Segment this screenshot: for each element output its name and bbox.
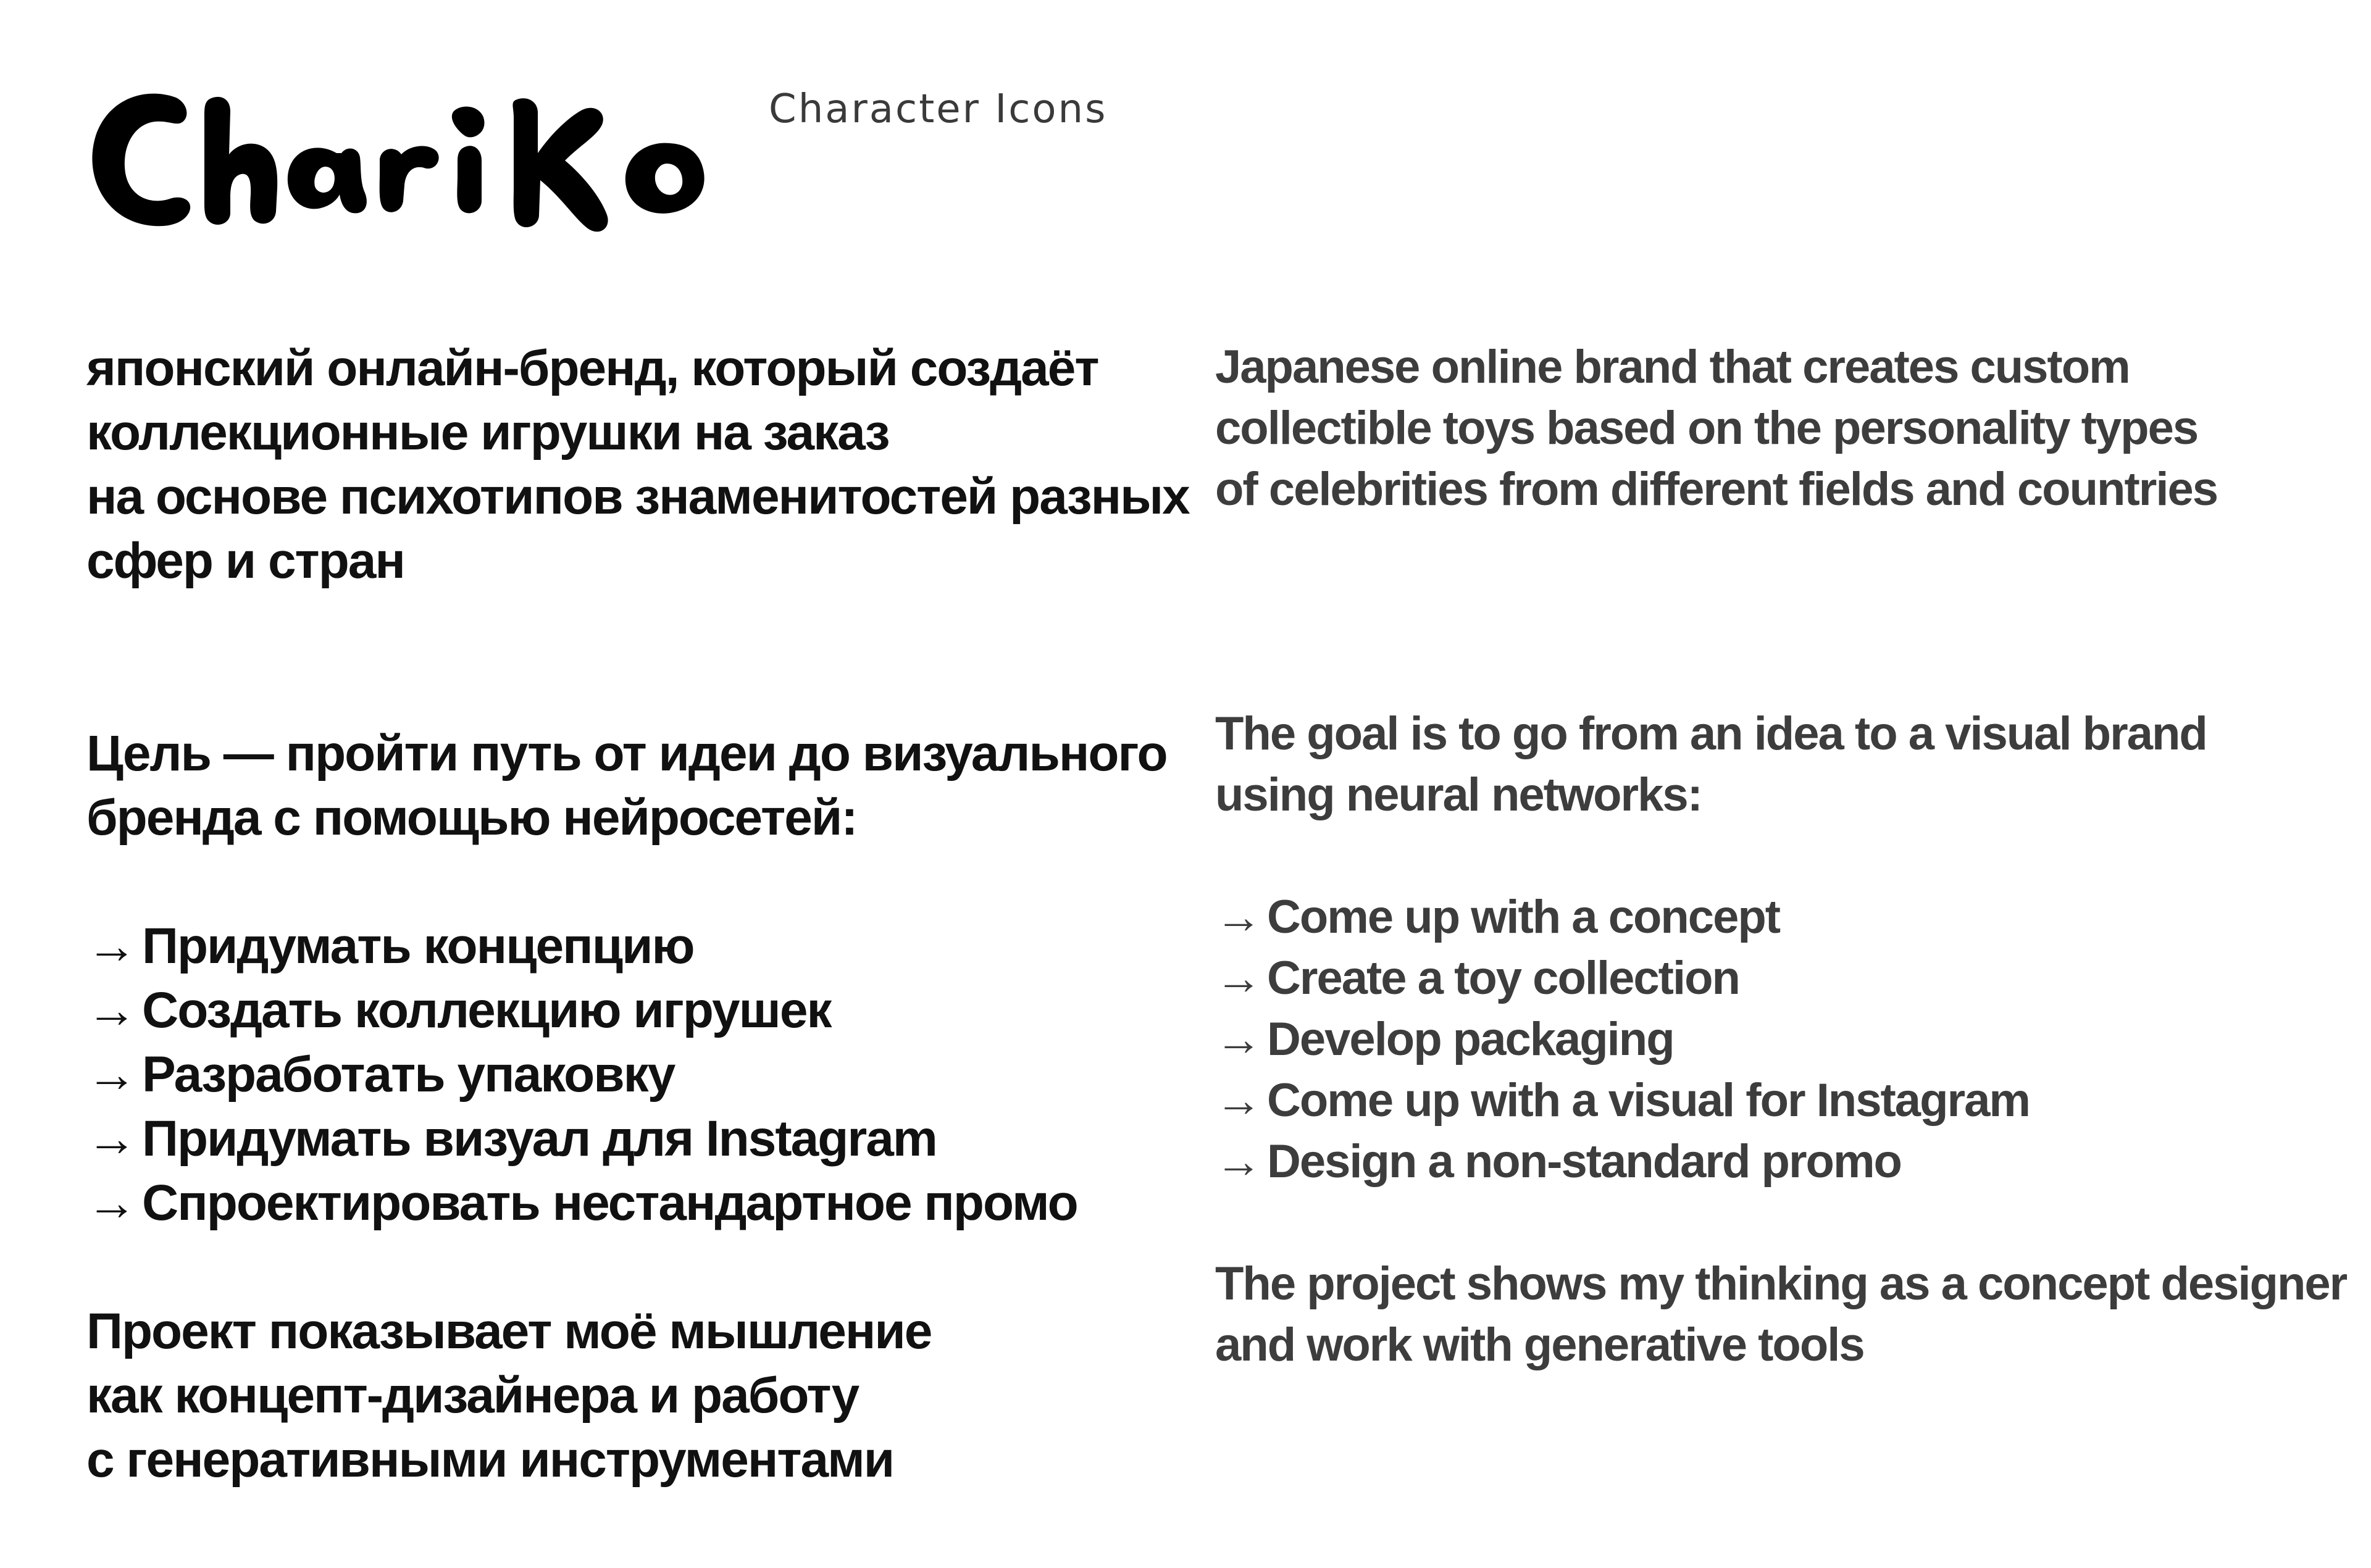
ru-bullet-list — [86, 914, 1210, 1235]
ru-bullet-text: Придумать визуал для Instagram — [142, 1111, 937, 1167]
en-bullet-text: Come up with a concept — [1267, 891, 1780, 943]
arrow-right-icon: → — [1215, 891, 1261, 943]
arrow-right-icon: → — [86, 1175, 136, 1231]
arrow-right-icon: → — [86, 982, 136, 1038]
en-outro-line: The project shows my thinking as a concept designer — [1215, 1257, 2347, 1310]
en-bullet-text: Design a non-standard promo — [1267, 1135, 1901, 1188]
logo-text: Chariko — [83, 234, 89, 235]
arrow-right-icon: → — [86, 1111, 136, 1167]
arrow-right-icon: → — [86, 1046, 136, 1103]
en-intro-line: of celebrities from different fields and countries — [1215, 463, 2217, 515]
en-goal-line: using neural networks: — [1215, 769, 1702, 821]
list-item — [86, 1107, 1210, 1171]
en-intro-line: Japanese online brand that creates custom — [1215, 341, 2130, 393]
en-bullet-text: Create a toy collection — [1267, 952, 1739, 1004]
header — [83, 74, 1133, 247]
ru-goal — [86, 722, 1210, 850]
arrow-right-icon: → — [1215, 1135, 1261, 1188]
en-bullet-text: Come up with a visual for Instagram — [1267, 1074, 2030, 1127]
en-outro-line: and work with generative tools — [1215, 1319, 1864, 1371]
en-bullet-text: Develop packaging — [1267, 1013, 1674, 1065]
en-bullet-list — [1215, 886, 2351, 1192]
list-item — [1215, 1131, 2351, 1192]
english-column — [1215, 336, 2351, 1375]
arrow-right-icon: → — [1215, 1074, 1261, 1127]
list-item — [86, 1171, 1210, 1235]
list-item — [86, 978, 1210, 1043]
list-item — [86, 914, 1210, 978]
russian-column — [86, 336, 1210, 1492]
ru-intro — [86, 336, 1210, 593]
ru-outro-line: Проект показывает моё мышление — [86, 1303, 932, 1359]
ru-outro-line: с генеративными инструментами — [86, 1432, 894, 1488]
list-item — [1215, 886, 2351, 948]
ru-goal-line: бренда с помощью нейросетей: — [86, 790, 857, 846]
ru-intro-line: японский онлайн-бренд, который создаёт — [86, 340, 1098, 396]
list-item — [1215, 1009, 2351, 1070]
header-subtitle: Character Icons — [769, 86, 1108, 132]
list-item — [1215, 948, 2351, 1009]
en-goal-line: The goal is to go from an idea to a visual brand — [1215, 707, 2207, 760]
ru-goal-line: Цель — пройти путь от идеи до визуального — [86, 725, 1167, 782]
en-intro — [1215, 336, 2351, 520]
ru-intro-line: сфер и стран — [86, 533, 404, 589]
ru-outro — [86, 1299, 1210, 1492]
ru-intro-line: на основе психотипов знаменитостей разных — [86, 469, 1189, 525]
ru-bullet-text: Создать коллекцию игрушек — [142, 982, 831, 1038]
arrow-right-icon: → — [86, 918, 136, 974]
en-outro — [1215, 1253, 2351, 1375]
ru-bullet-text: Придумать концепцию — [142, 918, 694, 974]
arrow-right-icon: → — [1215, 1013, 1261, 1065]
list-item — [1215, 1070, 2351, 1131]
en-goal — [1215, 703, 2351, 825]
arrow-right-icon: → — [1215, 952, 1261, 1004]
ru-bullet-text: Спроектировать нестандартное промо — [142, 1175, 1077, 1231]
en-intro-line: collectible toys based on the personality types — [1215, 402, 2198, 454]
ru-intro-line: коллекционные игрушки на заказ — [86, 404, 889, 461]
list-item — [86, 1043, 1210, 1107]
chariko-logo — [83, 74, 738, 241]
ru-outro-line: как концепт-дизайнера и работу — [86, 1367, 859, 1424]
ru-bullet-text: Разработать упаковку — [142, 1046, 675, 1103]
